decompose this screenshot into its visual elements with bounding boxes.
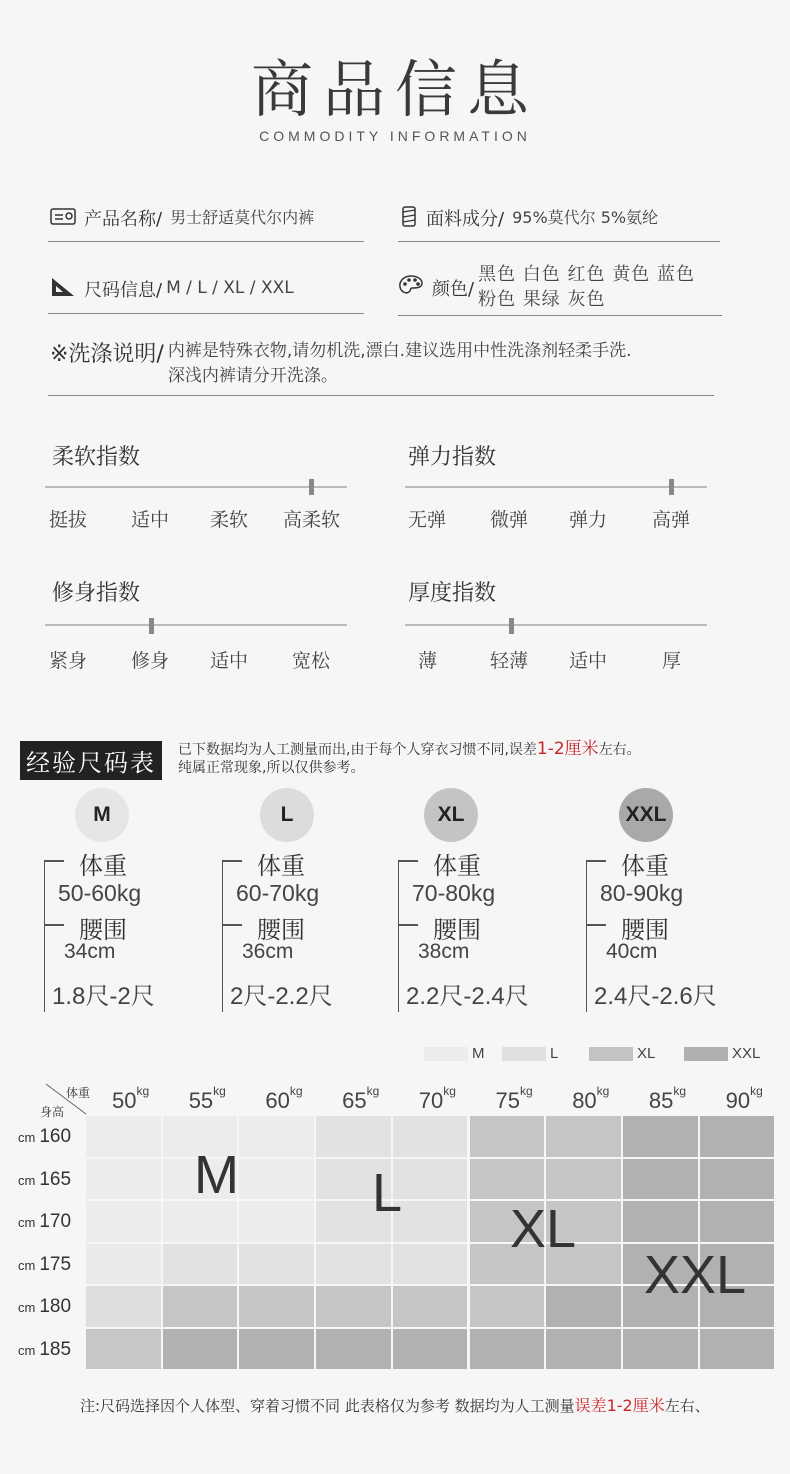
- waist-label: 腰围: [79, 916, 127, 944]
- grid-cell-l: [393, 1116, 468, 1157]
- cm-unit: cm: [18, 1130, 36, 1145]
- elasticity-scale: [405, 486, 707, 488]
- grid-cell-m: [239, 1201, 314, 1242]
- grid-cell-xl: [470, 1286, 545, 1327]
- bracket-tick: [586, 860, 606, 862]
- weight-range: 50-60kg: [58, 880, 142, 906]
- size-bracket: [44, 860, 45, 1012]
- size-circle-l: L: [260, 788, 314, 842]
- weight-column-header: [648, 1084, 687, 1114]
- footer-suffix: 左右、: [664, 1397, 710, 1415]
- height-value: 185: [39, 1338, 72, 1360]
- softness-tick: 柔软: [210, 509, 249, 531]
- kg-unit: kg: [750, 1084, 763, 1098]
- grid-cell-l: [316, 1244, 391, 1285]
- bracket-tick: [44, 860, 64, 862]
- fit-tick: 修身: [131, 650, 170, 672]
- waist-chi: 1.8尺-2尺: [52, 983, 155, 1010]
- weight-column-header: [112, 1084, 150, 1114]
- thickness-marker: [509, 618, 514, 634]
- grid-cell-xl: [393, 1286, 468, 1327]
- weight-column-header: [418, 1084, 456, 1114]
- grid-cell-xl: [546, 1159, 621, 1200]
- softness-marker: [309, 479, 314, 495]
- grid-cell-m: [239, 1116, 314, 1157]
- weight-range: 70-80kg: [412, 880, 496, 906]
- weight-value: 65: [342, 1088, 367, 1113]
- height-value: 170: [39, 1211, 72, 1232]
- grid-cell-xl: [316, 1286, 391, 1327]
- palette-icon: [398, 274, 424, 296]
- softness-scale: [45, 486, 347, 488]
- waist-label: 腰围: [433, 916, 481, 944]
- grid-size-label-m: M: [194, 1145, 239, 1205]
- thickness-tick: 薄: [418, 650, 438, 672]
- height-row-header: [18, 1254, 71, 1276]
- fabric-label: 面料成分/: [426, 209, 505, 230]
- waist-chi: 2.4尺-2.6尺: [594, 983, 717, 1010]
- fit-scale: [45, 624, 347, 626]
- waist-chi: 2.2尺-2.4尺: [406, 983, 529, 1010]
- weight-range: 60-70kg: [236, 880, 320, 906]
- grid-cell-xxl: [163, 1329, 238, 1370]
- size-circle-xl: XL: [424, 788, 478, 842]
- height-value: 175: [39, 1253, 72, 1275]
- product-name-row: [50, 205, 314, 231]
- elasticity-tick: 弹力: [569, 509, 608, 531]
- height-value: 180: [39, 1296, 72, 1317]
- footer-error-range: 误差1-2厘米: [574, 1396, 665, 1415]
- softness-index-title: 柔软指数: [52, 445, 141, 470]
- color-values-line2: 粉色 果绿 灰色: [478, 289, 606, 310]
- color-values-line1: 黑色 白色 红色 黄色 蓝色: [478, 264, 695, 285]
- grid-cell-xl: [86, 1329, 161, 1370]
- kg-unit: kg: [673, 1084, 687, 1098]
- note-prefix: 已下数据均为人工测量而出,由于每个人穿衣习惯不同,误差: [178, 742, 537, 758]
- elasticity-marker: [669, 479, 674, 495]
- legend-label: XXL: [732, 1045, 761, 1062]
- thickness-scale: [405, 624, 707, 626]
- size-bracket: [222, 860, 223, 1012]
- elasticity-tick: 无弹: [408, 509, 447, 531]
- height-value: 165: [39, 1168, 72, 1190]
- fabric-row: [400, 205, 658, 231]
- kg-unit: kg: [519, 1084, 533, 1098]
- size-bracket: [586, 860, 587, 1012]
- page-title: 商品信息: [250, 53, 539, 126]
- grid-cell-xxl: [623, 1116, 698, 1157]
- grid-cell-xl: [239, 1286, 314, 1327]
- height-row-header: [18, 1339, 71, 1361]
- wash-instructions-line2: 深浅内裤请分开洗涤。: [167, 366, 338, 386]
- height-value: 160: [39, 1126, 72, 1147]
- grid-cell-xl: [163, 1286, 238, 1327]
- cm-unit: cm: [18, 1342, 36, 1358]
- softness-tick: 适中: [131, 509, 170, 531]
- footer-note: [80, 1393, 710, 1416]
- weight-value: 70: [418, 1088, 444, 1113]
- grid-cell-xxl: [470, 1329, 545, 1370]
- grid-cell-xl: [546, 1116, 621, 1157]
- kg-unit: kg: [136, 1084, 150, 1098]
- thickness-tick: 轻薄: [490, 650, 529, 672]
- size-info-value: M / L / XL / XXL: [166, 278, 294, 298]
- size-info-label: 尺码信息/: [84, 280, 163, 301]
- weight-value: 80: [572, 1088, 597, 1113]
- grid-cell-xxl: [623, 1201, 698, 1242]
- height-row-header: [18, 1296, 71, 1318]
- weight-value: 90: [725, 1088, 751, 1113]
- waist-chi: 2尺-2.2尺: [230, 983, 333, 1010]
- product-name-value: 男士舒适莫代尔内裤: [170, 208, 315, 227]
- waist-value: 40cm: [606, 940, 658, 963]
- grid-cell-xxl: [700, 1329, 775, 1370]
- grid-cell-l: [316, 1116, 391, 1157]
- grid-cell-xxl: [546, 1329, 621, 1370]
- grid-cell-xxl: [239, 1329, 314, 1370]
- grid-cell-m: [86, 1201, 161, 1242]
- kg-unit: kg: [289, 1084, 303, 1098]
- cm-unit: cm: [18, 1172, 36, 1188]
- weight-column-header: [265, 1084, 303, 1114]
- weight-label: 体重: [257, 852, 305, 880]
- grid-cell-m: [86, 1116, 161, 1157]
- waist-label: 腰围: [257, 916, 305, 944]
- grid-size-label-xl: XL: [510, 1199, 577, 1259]
- ruler-triangle-icon: [50, 276, 76, 298]
- bracket-tick: [222, 924, 242, 926]
- grid-size-label-xxl: XXL: [644, 1245, 747, 1305]
- size-table-note-line2: 纯属正常现象,所以仅供参考。: [178, 760, 365, 776]
- grid-cell-l: [239, 1244, 314, 1285]
- size-info-row: [50, 276, 294, 302]
- corner-weight-label: 体重: [66, 1086, 91, 1100]
- id-card-icon: [50, 205, 76, 227]
- wash-instructions-line1: 内裤是特殊衣物,请勿机洗,漂白.建议选用中性洗涤剂轻柔手洗.: [167, 341, 632, 361]
- divider: [48, 395, 714, 396]
- kg-unit: kg: [596, 1084, 610, 1098]
- grid-cell-l: [393, 1159, 468, 1200]
- height-row-header: [18, 1211, 71, 1233]
- elasticity-tick: 高弹: [652, 509, 691, 531]
- kg-unit: kg: [443, 1084, 456, 1098]
- waist-value: 36cm: [242, 940, 294, 963]
- grid-cell-m: [86, 1244, 161, 1285]
- footer-prefix: 注:尺码选择因个人体型、穿着习惯不同 此表格仅为参考 数据均为人工测量: [80, 1397, 575, 1415]
- page-subtitle: COMMODITY INFORMATION: [259, 128, 531, 144]
- bracket-tick: [222, 860, 242, 862]
- waist-label: 腰围: [621, 916, 669, 944]
- cm-unit: cm: [18, 1215, 36, 1230]
- grid-cell-m: [86, 1159, 161, 1200]
- cm-unit: cm: [18, 1300, 36, 1315]
- grid-cell-xxl: [393, 1329, 468, 1370]
- waist-value: 34cm: [64, 940, 116, 963]
- grid-cell-xxl: [546, 1286, 621, 1327]
- wash-row: [50, 337, 631, 389]
- weight-value: 75: [495, 1088, 520, 1113]
- grid-cell-l: [86, 1286, 161, 1327]
- grid-cell-xxl: [700, 1159, 775, 1200]
- grid-cell-xl: [470, 1159, 545, 1200]
- wash-label: ※洗涤说明/: [50, 342, 164, 367]
- weight-column-header: [342, 1084, 380, 1114]
- height-row-header: [18, 1169, 71, 1191]
- elasticity-index-title: 弹力指数: [408, 445, 497, 470]
- color-label: 颜色/: [432, 279, 475, 300]
- kg-unit: kg: [366, 1084, 380, 1098]
- fit-index-title: 修身指数: [52, 581, 141, 606]
- size-circle-xxl: XXL: [619, 788, 673, 842]
- weight-value: 50: [112, 1088, 137, 1113]
- grid-cell-xl: [470, 1116, 545, 1157]
- thickness-index-title: 厚度指数: [408, 581, 497, 606]
- softness-tick: 高柔软: [283, 509, 341, 531]
- fit-tick: 宽松: [292, 650, 331, 672]
- kg-unit: kg: [213, 1084, 226, 1098]
- grid-cell-xxl: [623, 1159, 698, 1200]
- height-row-header: [18, 1126, 71, 1148]
- thickness-tick: 适中: [569, 650, 608, 672]
- size-table-note: [178, 740, 641, 760]
- legend-swatch-l: [502, 1047, 546, 1061]
- weight-label: 体重: [621, 852, 669, 880]
- weight-value: 60: [265, 1088, 290, 1113]
- color-row: [398, 262, 695, 312]
- waist-value: 38cm: [418, 940, 470, 963]
- legend-swatch-xl: [589, 1047, 633, 1061]
- bracket-tick: [44, 924, 64, 926]
- cm-unit: cm: [18, 1257, 36, 1273]
- corner-height-label: 身高: [40, 1105, 65, 1119]
- size-table-badge: 经验尺码表: [20, 741, 162, 780]
- grid-cell-xxl: [623, 1329, 698, 1370]
- grid-cell-xxl: [316, 1329, 391, 1370]
- softness-tick: 挺拔: [49, 509, 88, 531]
- size-bracket: [398, 860, 399, 1012]
- bracket-tick: [398, 924, 418, 926]
- weight-column-header: [572, 1084, 610, 1114]
- grid-cell-l: [163, 1244, 238, 1285]
- bracket-tick: [398, 860, 418, 862]
- note-error-range: 1-2厘米: [536, 739, 599, 759]
- fit-tick: 紧身: [49, 650, 88, 672]
- grid-size-label-l: L: [372, 1163, 403, 1223]
- size-circle-m: M: [75, 788, 129, 842]
- divider: [48, 241, 364, 242]
- weight-column-header: [188, 1084, 226, 1114]
- fabric-value: 95%莫代尔 5%氨纶: [512, 208, 659, 227]
- divider: [398, 241, 720, 242]
- grid-cell-l: [393, 1201, 468, 1242]
- grid-cell-l: [393, 1244, 468, 1285]
- weight-range: 80-90kg: [600, 880, 684, 906]
- weight-label: 体重: [79, 852, 127, 880]
- thickness-tick: 厚: [662, 650, 682, 672]
- legend-swatch-m: [424, 1047, 468, 1061]
- grid-cell-m: [163, 1201, 238, 1242]
- legend-label: M: [472, 1045, 485, 1062]
- note-suffix: 左右。: [598, 742, 641, 758]
- divider: [398, 315, 722, 316]
- weight-column-header: [725, 1084, 763, 1114]
- fit-marker: [149, 618, 154, 634]
- grid-cell-xxl: [700, 1116, 775, 1157]
- product-name-label: 产品名称/: [84, 209, 163, 230]
- legend-label: XL: [637, 1045, 656, 1062]
- weight-value: 85: [648, 1088, 674, 1113]
- grid-cell-xxl: [700, 1201, 775, 1242]
- elasticity-tick: 微弹: [490, 509, 529, 531]
- weight-value: 55: [188, 1088, 214, 1113]
- fabric-roll-icon: [400, 205, 418, 227]
- divider: [48, 313, 364, 314]
- grid-cell-m: [239, 1159, 314, 1200]
- weight-label: 体重: [433, 852, 481, 880]
- legend-label: L: [550, 1045, 559, 1062]
- weight-column-header: [495, 1084, 533, 1114]
- legend-swatch-xxl: [684, 1047, 728, 1061]
- fit-tick: 适中: [210, 650, 249, 672]
- bracket-tick: [586, 924, 606, 926]
